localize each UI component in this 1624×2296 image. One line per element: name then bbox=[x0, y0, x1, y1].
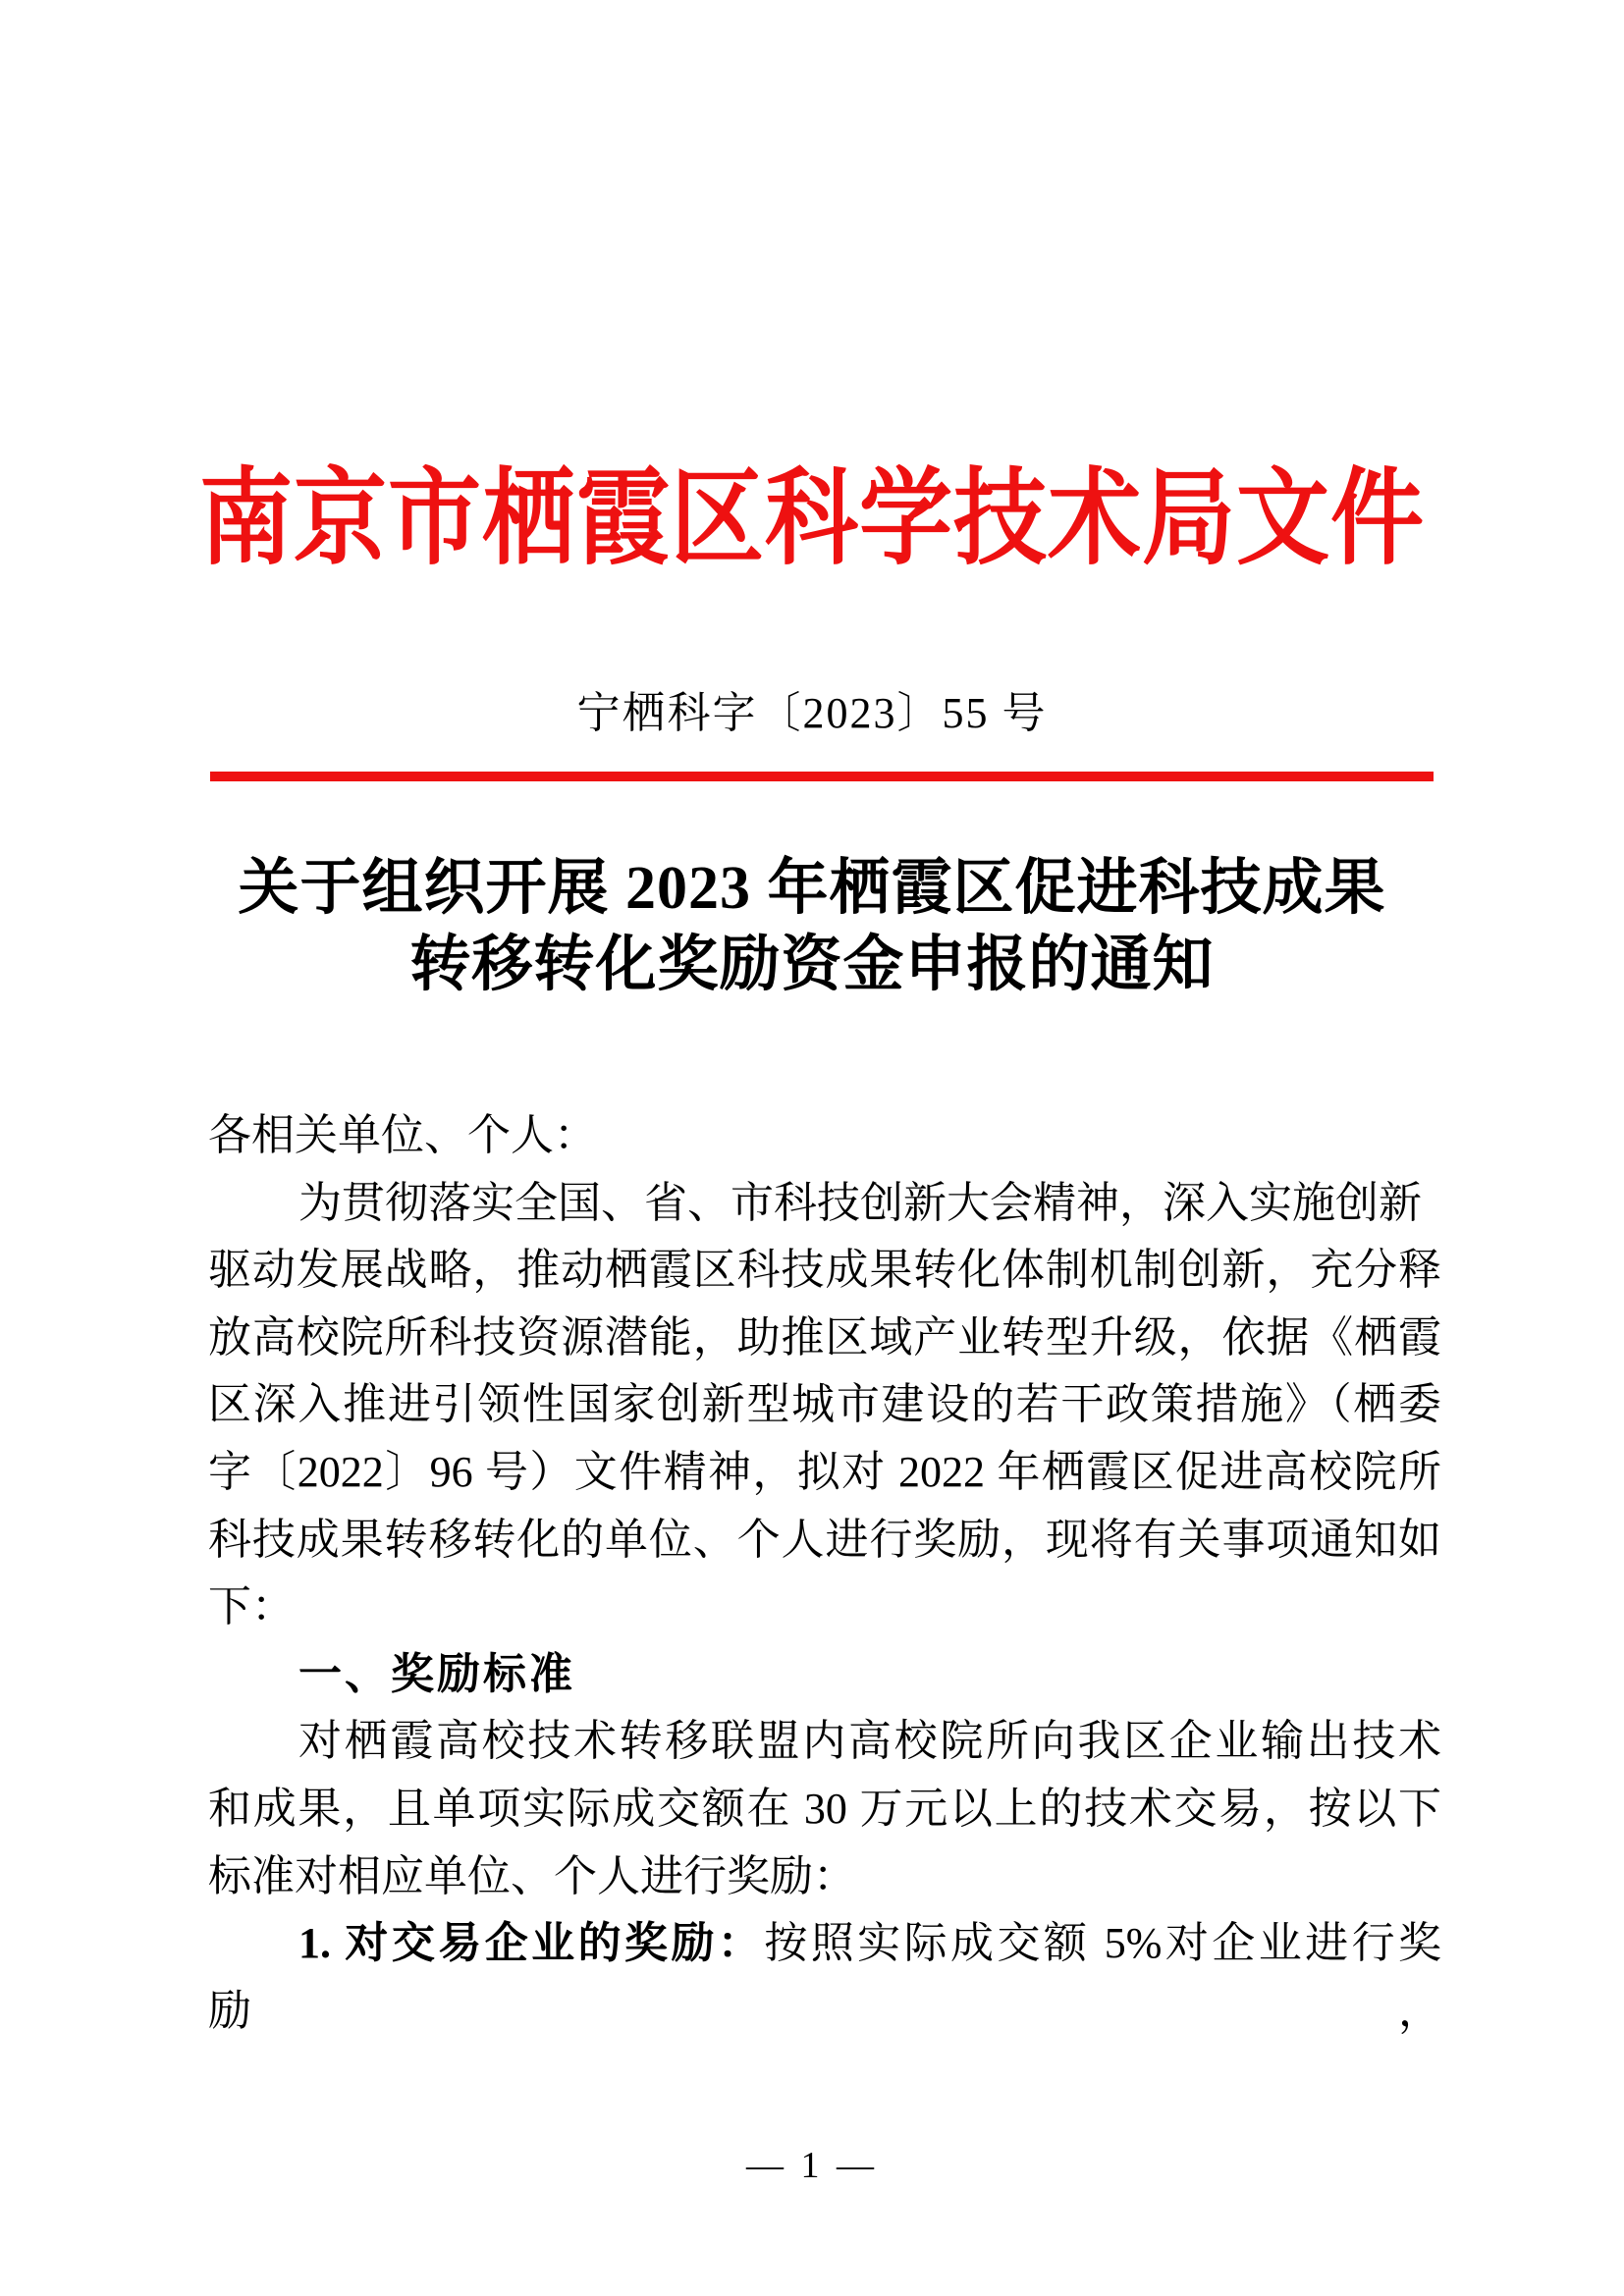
numbered-item-lead: 1. 对交易企业的奖励： bbox=[298, 1919, 765, 1968]
body-line: 和成果，且单项实际成交额在 30 万元以上的技术交易，按以下 bbox=[208, 1784, 1441, 1833]
body-line: 科技成果转移转化的单位、个人进行奖励，现将有关事项通知如 bbox=[208, 1515, 1441, 1564]
document-title bbox=[157, 850, 1467, 1003]
salutation-line: 各相关单位、个人： bbox=[208, 1111, 597, 1159]
body-line: 字〔2022〕96 号）文件精神，拟对 2022 年栖霞区促进高校院所 bbox=[208, 1447, 1441, 1496]
body-line: 为贯彻落实全国、省、市科技创新大会精神，深入实施创新 bbox=[298, 1178, 1422, 1227]
body-line-numbered-item bbox=[208, 1910, 1441, 2045]
body-line: 区深入推进引领性国家创新型城市建设的若干政策措施》（栖委 bbox=[208, 1380, 1441, 1429]
numbered-item-rest: 按照实际成交额 5%对企业进行奖励， bbox=[208, 1919, 1441, 2035]
page-number: — 1 — bbox=[746, 2145, 878, 2186]
red-divider-rule bbox=[210, 772, 1434, 781]
document-body bbox=[208, 1102, 1441, 2045]
document-number: 宁栖科字〔2023〕55 号 bbox=[576, 689, 1048, 737]
body-line: 标准对相应单位、个人进行奖励： bbox=[208, 1851, 856, 1900]
document-title-line-1: 关于组织开展 2023 年栖霞区促进科技成果 bbox=[238, 855, 1386, 922]
red-header-title: 南京市栖霞区科学技术局文件 bbox=[199, 461, 1426, 578]
section-heading-reward-standard: 一、奖励标准 bbox=[298, 1649, 575, 1698]
document-title-line-2: 转移转化奖励资金申报的通知 bbox=[409, 932, 1215, 998]
body-line: 驱动发展战略，推动栖霞区科技成果转化体制机制创新，充分释 bbox=[208, 1246, 1441, 1295]
body-line: 放高校院所科技资源潜能，助推区域产业转型升级，依据《栖霞 bbox=[208, 1312, 1441, 1362]
body-line: 对栖霞高校技术转移联盟内高校院所向我区企业输出技术 bbox=[298, 1717, 1441, 1766]
body-line: 下： bbox=[208, 1582, 295, 1631]
